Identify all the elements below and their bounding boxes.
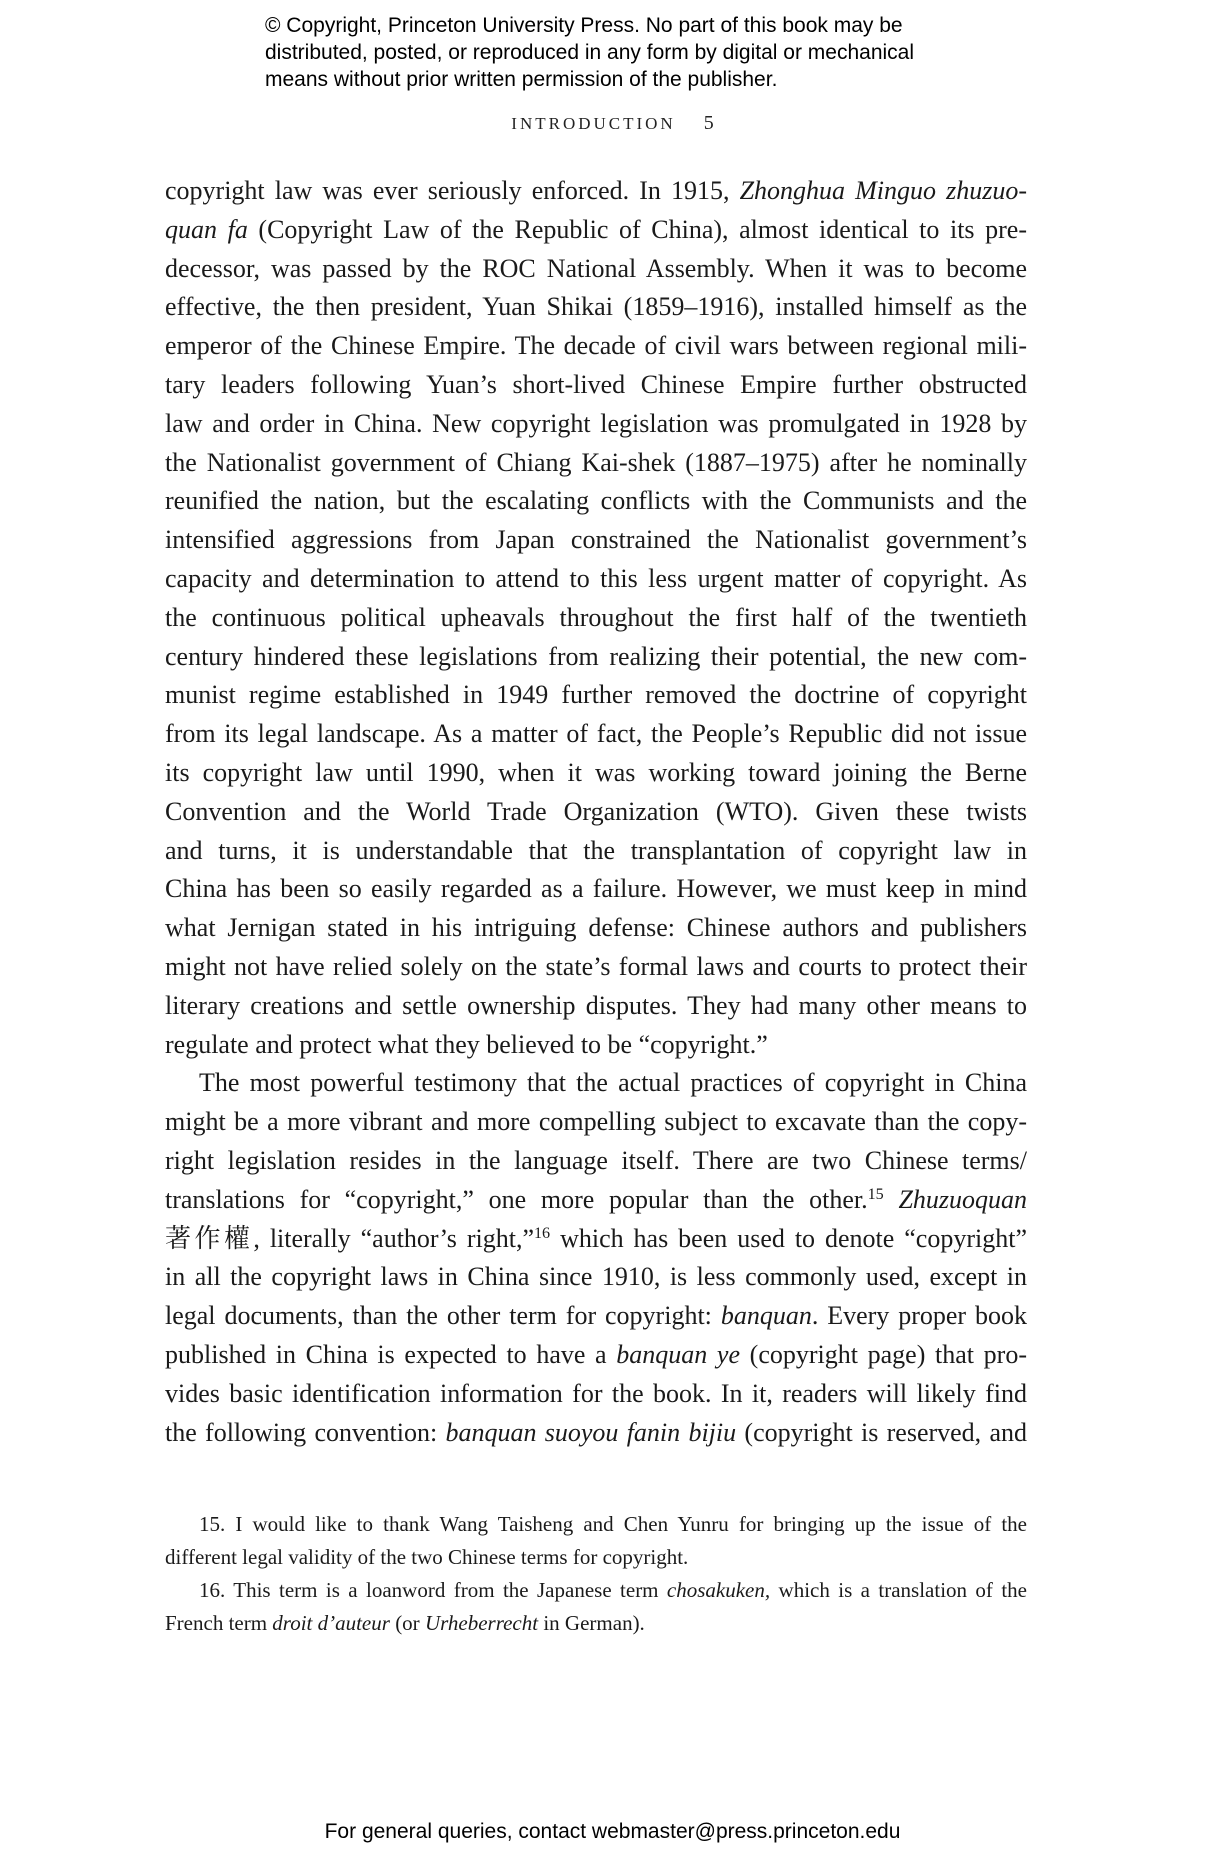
body-line: [165, 599, 1027, 638]
body-line: [165, 1220, 1027, 1259]
body-line: [165, 288, 1027, 327]
copyright-notice: [265, 12, 1025, 93]
body-line: [165, 715, 1027, 754]
body-text: [165, 172, 1027, 1452]
body-line: [165, 1336, 1027, 1375]
text-run: The most powerful testimony that the actual practices of copyright in China: [199, 1068, 1027, 1098]
body-line: [165, 1414, 1027, 1453]
body-line: [165, 987, 1027, 1026]
body-line: [165, 211, 1027, 250]
italic-term: Urheberrecht: [424, 1611, 539, 1635]
text-run: might be a more vibrant and more compelling subject to excavate than the copy-: [165, 1107, 1027, 1137]
text-run: 15. I would like to thank Wang Taisheng and Chen Yunru for bringing up the issue of the: [199, 1512, 1027, 1536]
running-head: [0, 112, 1225, 135]
body-line: [165, 521, 1027, 560]
body-line: [165, 366, 1027, 405]
text-run: intensified aggressions from Japan constrained the Nationalist government’s: [165, 525, 1027, 555]
text-run: reunified the nation, but the escalating conflicts with the Communists and the: [165, 486, 1027, 516]
body-line: [165, 1181, 1027, 1220]
italic-term: Zhonghua Minguo zhuzuo-: [739, 176, 1027, 205]
body-line: [165, 676, 1027, 715]
body-line: [165, 482, 1027, 521]
body-line: [165, 560, 1027, 599]
body-line: [165, 1297, 1027, 1336]
italic-term: banquan suoyou fanin bijiu: [445, 1417, 737, 1447]
text-run: in all the copyright laws in China since 1910, is less commonly used, except in: [165, 1262, 1027, 1292]
text-run: century hindered these legislations from realizing their potential, the new com-: [165, 641, 1027, 671]
text-run: the following convention:: [165, 1417, 446, 1447]
body-line: [165, 250, 1027, 289]
body-line: [165, 793, 1027, 832]
body-line: [165, 948, 1027, 987]
text-run: tary leaders following Yuan’s short-lived Chinese Empire further obstructed: [165, 369, 1027, 399]
body-line: [165, 638, 1027, 677]
page-number: 5: [703, 112, 714, 134]
footnote-line: [165, 1541, 1027, 1574]
text-run: regulate and protect what they believed to be “copyright.”: [165, 1029, 768, 1059]
text-run: in German).: [538, 1611, 645, 1635]
text-run: decessor, was passed by the ROC National Assembly. When it was to become: [165, 253, 1027, 283]
text-run: right legislation resides in the language itself. There are two Chinese terms/: [165, 1145, 1027, 1175]
running-head-title: INTRODUCTION: [511, 114, 676, 133]
text-run: . Every proper book: [811, 1301, 1028, 1331]
body-line: [165, 1258, 1027, 1297]
italic-term: droit d’auteur: [272, 1611, 390, 1635]
text-run: copyright law was ever seriously enforced. In 1915,: [165, 176, 740, 205]
text-run: from its legal landscape. As a matter of fact, the People’s Republic did not issue: [165, 719, 1027, 749]
italic-term: Zhuzuoquan: [898, 1184, 1028, 1214]
text-run: might not have relied solely on the state’s formal laws and courts to protect their: [165, 951, 1027, 981]
text-run: and turns, it is understandable that the transplantation of copyright law in: [165, 835, 1027, 865]
text-run: French term: [165, 1611, 273, 1635]
text-run: Convention and the World Trade Organization (WTO). Given these twists: [165, 796, 1027, 826]
body-line: [165, 1375, 1027, 1414]
footer-contact: For general queries, contact webmaster@press.princeton.edu: [324, 1820, 901, 1843]
text-run: literary creations and settle ownership disputes. They had many other means to: [165, 990, 1027, 1020]
text-run: effective, the then president, Yuan Shikai (1859–1916), installed himself as the: [165, 292, 1027, 322]
text-run: China has been so easily regarded as a failure. However, we must keep in mind: [165, 874, 1027, 904]
text-run: emperor of the Chinese Empire. The decade of civil wars between regional mili-: [165, 331, 1027, 361]
italic-term: banquan: [720, 1301, 812, 1331]
body-line: [165, 1103, 1027, 1142]
body-line: [165, 1026, 1027, 1065]
text-run: munist regime established in 1949 further removed the doctrine of copyright: [165, 680, 1027, 710]
text-run: different legal validity of the two Chinese terms for copyright.: [165, 1545, 689, 1569]
footnote-line: [165, 1508, 1027, 1541]
text-run: published in China is expected to have a: [165, 1339, 617, 1369]
body-line: [165, 870, 1027, 909]
text-run: what Jernigan stated in his intriguing defense: Chinese authors and publishers: [165, 913, 1027, 943]
body-line: [165, 327, 1027, 366]
text-run: (or: [389, 1611, 425, 1635]
text-run: the Nationalist government of Chiang Kai-shek (1887–1975) after he nominally: [165, 447, 1027, 477]
text-run: translations for “copyright,” one more popular than the other.: [165, 1184, 868, 1214]
footnote-line: [165, 1574, 1027, 1607]
footnote-line: [165, 1607, 1027, 1640]
footnote-reference: 15: [867, 1185, 884, 1203]
text-run: its copyright law until 1990, when it was working toward joining the Berne: [165, 757, 1027, 787]
body-line: [165, 444, 1027, 483]
text-run: 16. This term is a loanword from the Japanese term: [199, 1578, 667, 1602]
text-run: (Copyright Law of the Republic of China), almost identical to its pre-: [247, 214, 1027, 244]
body-line: [165, 909, 1027, 948]
text-run: (copyright is reserved, and: [736, 1417, 1028, 1447]
text-run: the continuous political upheavals throughout the first half of the twentieth: [165, 602, 1027, 632]
body-line: [165, 1064, 1027, 1103]
body-line: [165, 172, 1027, 211]
body-line: [165, 754, 1027, 793]
text-run: which is a translation of the: [770, 1578, 1027, 1602]
text-run: (copyright page) that pro-: [740, 1339, 1027, 1369]
text-run: law and order in China. New copyright legislation was promulgated in 1928 by: [165, 408, 1027, 438]
text-run: legal documents, than the other term for copyright:: [165, 1301, 721, 1331]
body-line: [165, 1142, 1027, 1181]
text-run: 著作權, literally “author’s right,”: [165, 1223, 534, 1253]
body-line: [165, 405, 1027, 444]
footnotes: [165, 1508, 1027, 1640]
copyright-notice-line: © Copyright, Princeton University Press. No part of this book may be: [265, 14, 903, 37]
text-run: [884, 1185, 899, 1214]
body-line: [165, 832, 1027, 871]
text-run: capacity and determination to attend to this less urgent matter of copyright. As: [165, 563, 1027, 593]
text-run: which has been used to denote “copyright”: [550, 1223, 1027, 1253]
footnote-reference: 16: [534, 1224, 551, 1242]
text-run: vides basic identification information for the book. In it, readers will likely find: [165, 1378, 1027, 1408]
italic-term: quan fa: [165, 214, 248, 244]
copyright-notice-line: distributed, posted, or reproduced in any form by digital or mechanical: [265, 41, 915, 64]
italic-term: chosakuken,: [666, 1578, 771, 1602]
copyright-notice-line: means without prior written permission of the publisher.: [265, 68, 778, 91]
italic-term: banquan ye: [616, 1339, 741, 1369]
